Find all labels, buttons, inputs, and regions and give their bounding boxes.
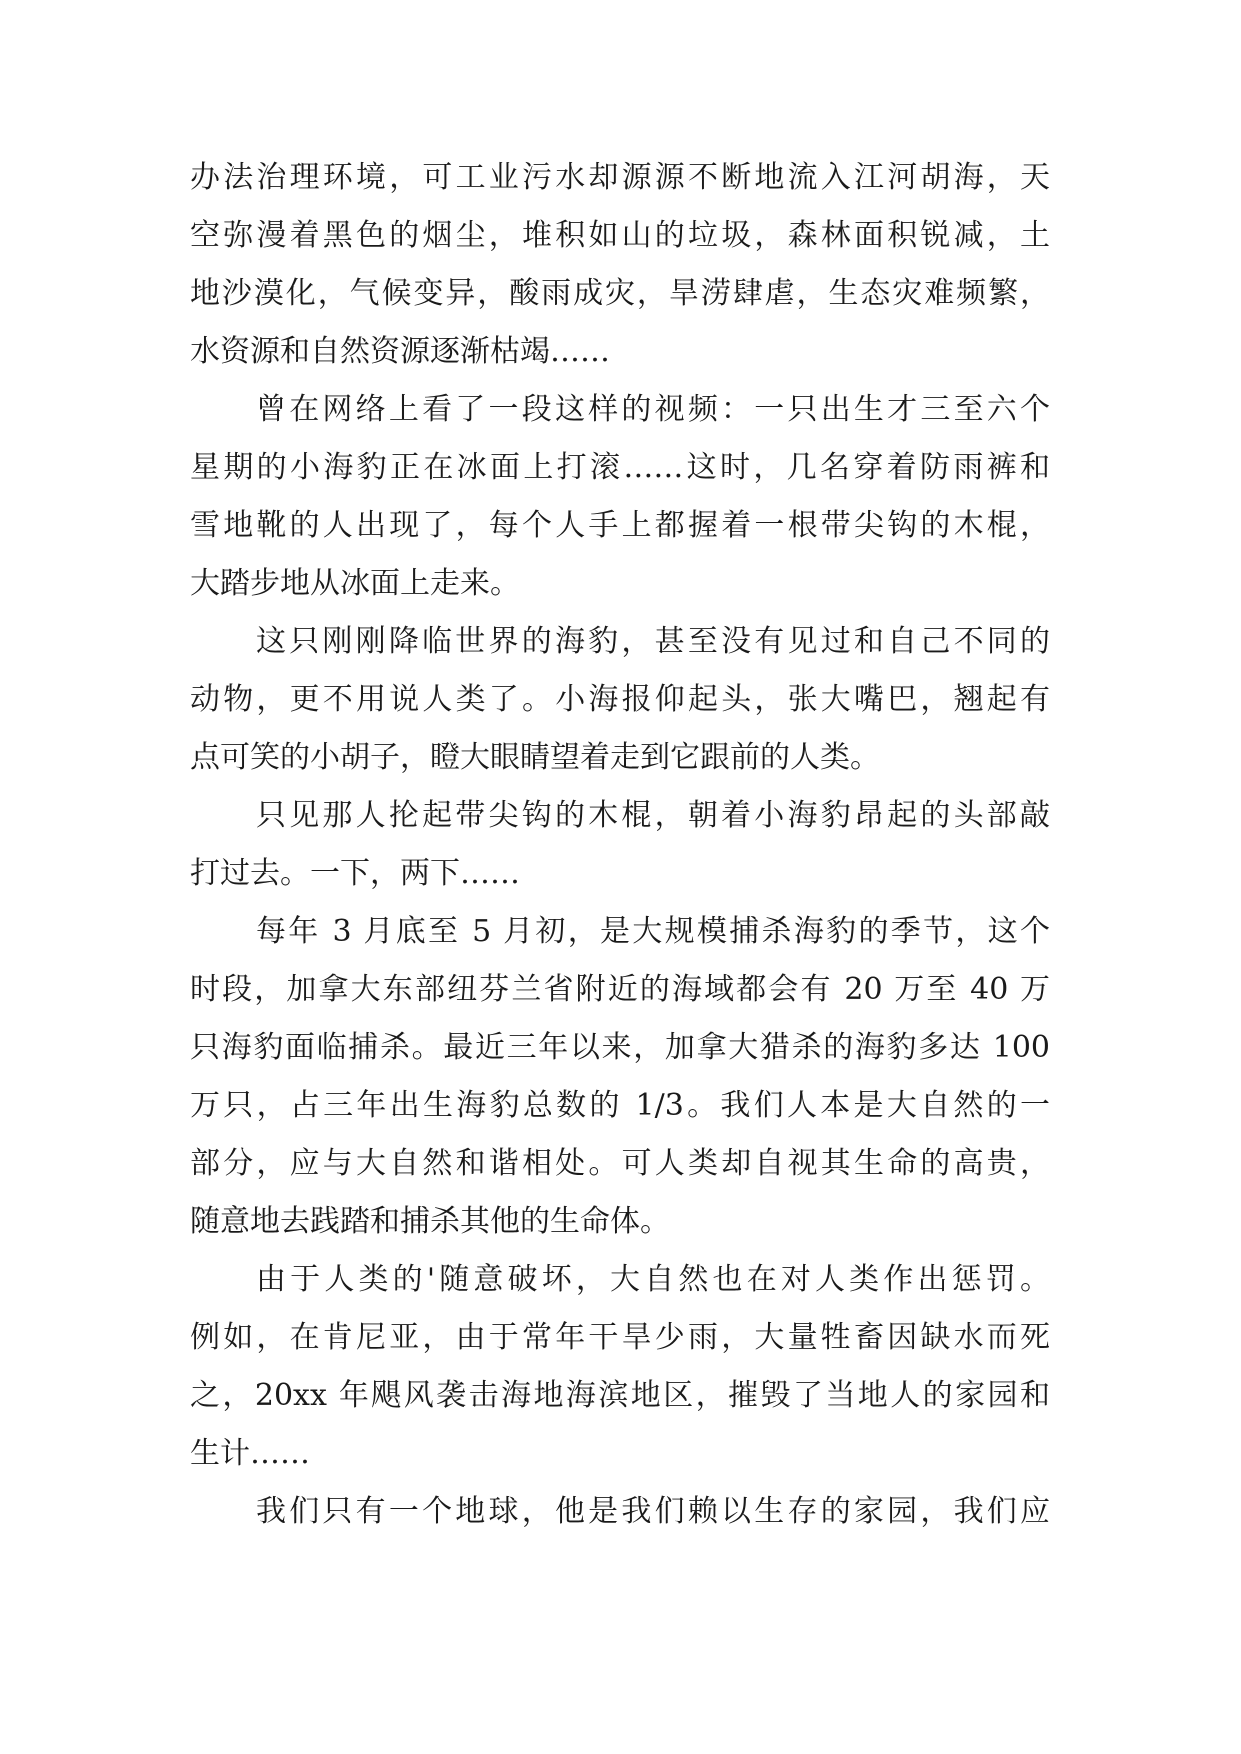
text-line: 大踏步地从冰面上走来。 [190,566,520,601]
text-line: 例如，在肯尼亚，由于常年干旱少雨，大量牲畜因缺水而死 [190,1320,1050,1355]
text-line: 点可笑的小胡子，瞪大眼睛望着走到它跟前的人类。 [190,740,880,775]
paragraph-first-line: 只见那人抡起带尖钩的木棍，朝着小海豹昂起的头部敲 [256,798,1050,833]
text-line: 之，20xx 年飓风袭击海地海滨地区，摧毁了当地人的家园和 [190,1378,1050,1413]
text-line: 时段，加拿大东部纽芬兰省附近的海域都会有 20 万至 40 万 [190,972,1050,1007]
text-line: 随意地去践踏和捕杀其他的生命体。 [190,1204,670,1239]
text-line: 部分，应与大自然和谐相处。可人类却自视其生命的高贵， [190,1146,1050,1181]
text-line: 水资源和自然资源逐渐枯竭…… [190,334,610,369]
paragraph-first-line: 曾在网络上看了一段这样的视频：一只出生才三至六个 [256,392,1050,427]
text-line: 打过去。一下，两下…… [190,856,520,891]
text-line: 雪地靴的人出现了，每个人手上都握着一根带尖钩的木棍， [190,508,1050,543]
paragraph-first-line: 我们只有一个地球，他是我们赖以生存的家园，我们应 [256,1494,1050,1529]
text-line: 只海豹面临捕杀。最近三年以来，加拿大猎杀的海豹多达 100 [190,1030,1050,1065]
paragraph-first-line: 这只刚刚降临世界的海豹，甚至没有见过和自己不同的 [256,624,1050,659]
text-line: 办法治理环境，可工业污水却源源不断地流入江河胡海，天 [190,160,1050,195]
text-line: 空弥漫着黑色的烟尘，堆积如山的垃圾，森林面积锐减，土 [190,218,1050,253]
text-line: 生计…… [190,1436,310,1471]
text-line: 星期的小海豹正在冰面上打滚……这时，几名穿着防雨裤和 [190,450,1050,485]
paragraph-first-line: 由于人类的'随意破坏，大自然也在对人类作出惩罚。 [256,1262,1050,1297]
text-line: 地沙漠化，气候变异，酸雨成灾，旱涝肆虐，生态灾难频繁， [190,276,1050,311]
text-line: 动物，更不用说人类了。小海报仰起头，张大嘴巴，翘起有 [190,682,1050,717]
text-line: 万只，占三年出生海豹总数的 1/3。我们人本是大自然的一 [190,1088,1050,1123]
paragraph-first-line: 每年 3 月底至 5 月初，是大规模捕杀海豹的季节，这个 [256,914,1050,949]
